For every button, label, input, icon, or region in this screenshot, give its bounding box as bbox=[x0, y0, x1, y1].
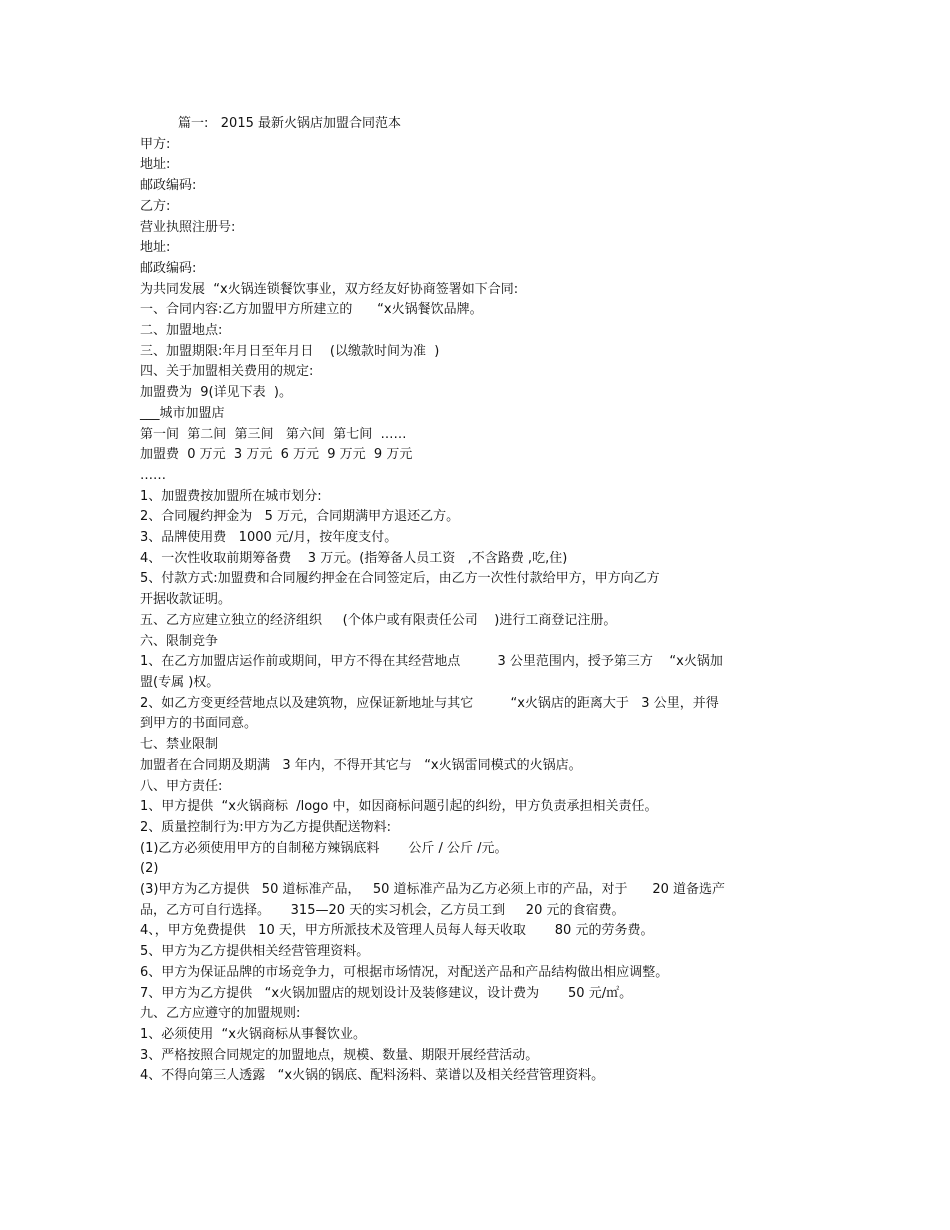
party-b-rule-1: 1、必须使用 “x火锅商标从事餐饮业。 bbox=[140, 1026, 366, 1042]
party-a-duty-2-2: (2) bbox=[140, 861, 159, 877]
party-a-duty-6: 6、甲方为保证品牌的市场竞争力，可根据市场情况，对配送产品和产品结构做出相应调整。 bbox=[140, 964, 669, 980]
non-compete-clause: 加盟者在合同期及期满 3 年内，不得开其它与 “x火锅雷同模式的火锅店。 bbox=[140, 757, 582, 773]
fee-item-1: 1、加盟费按加盟所在城市划分: bbox=[140, 488, 322, 504]
party-a-duty-5: 5、甲方为乙方提供相关经营管理资料。 bbox=[140, 944, 370, 960]
party-b-label: 乙方: bbox=[140, 198, 171, 214]
party-a-duty-7: 7、甲方为乙方提供 “x火锅加盟店的规划设计及装修建议，设计费为 50 元/㎡。 bbox=[140, 985, 633, 1001]
fee-item-4: 4、一次性收取前期筹备费 3 万元。(指筹备人员工资 ,不含路费 ,吃,住) bbox=[140, 550, 568, 566]
party-a-duty-1: 1、甲方提供 “x火锅商标 /logo 中，如因商标问题引起的纠纷，甲方负责承担相关责任。 bbox=[140, 799, 658, 815]
competition-item-1: 1、在乙方加盟店运作前或期间，甲方不得在其经营地点 3 公里范围内，授予第三方 “x火锅加 bbox=[140, 654, 723, 670]
party-a-postcode-label: 邮政编码: bbox=[140, 178, 197, 194]
fee-table-value-row: 加盟费 0 万元 3 万元 6 万元 9 万元 9 万元 bbox=[140, 447, 413, 463]
section-4-fees-heading: 四、关于加盟相关费用的规定: bbox=[140, 364, 314, 380]
fee-item-5: 5、付款方式:加盟费和合同履约押金在合同签定后，由乙方一次性付款给甲方，甲方向乙方 bbox=[140, 571, 660, 587]
party-a-duty-4: 4、，甲方免费提供 10 天，甲方所派技术及管理人员每人每天收取 80 元的劳务费。 bbox=[140, 923, 654, 939]
fee-item-3: 3、品牌使用费 1000 元/月，按年度支付。 bbox=[140, 530, 398, 546]
fee-table-title: ___城市加盟店 bbox=[140, 405, 225, 421]
competition-item-1-continued: 盟(专属 )权。 bbox=[140, 674, 220, 690]
section-2-location: 二、加盟地点: bbox=[140, 323, 223, 339]
section-8-heading: 八、甲方责任: bbox=[140, 778, 223, 794]
party-b-rule-4: 4、不得向第三人透露 “x火锅的锅底、配料汤料、菜谱以及相关经营管理资料。 bbox=[140, 1068, 605, 1084]
party-b-license-label: 营业执照注册号: bbox=[140, 219, 236, 235]
party-a-label: 甲方: bbox=[140, 136, 171, 152]
party-a-duty-2-3: (3)甲方为乙方提供 50 道标准产品， 50 道标准产品为乙方必须上市的产品，对于 20 道备选产 bbox=[140, 882, 726, 898]
fee-item-2: 2、合同履约押金为 5 万元，合同期满甲方退还乙方。 bbox=[140, 509, 460, 525]
fee-item-5-continued: 开据收款证明。 bbox=[140, 592, 232, 608]
section-6-heading: 六、限制竞争 bbox=[140, 633, 219, 649]
party-a-duty-2-1: (1)乙方必须使用甲方的自制秘方辣锅底料 公斤 / 公斤 /元。 bbox=[140, 840, 508, 856]
party-a-duty-2: 2、质量控制行为:甲方为乙方提供配送物料: bbox=[140, 819, 392, 835]
section-3-term: 三、加盟期限:年月日至年月日 (以缴款时间为准 ) bbox=[140, 343, 440, 359]
preamble: 为共同发展 “x火锅连锁餐饮事业，双方经友好协商签署如下合同: bbox=[140, 281, 519, 297]
party-b-postcode-label: 邮政编码: bbox=[140, 260, 197, 276]
fee-table-header-row: 第一间 第二间 第三间 第六间 第七间 …… bbox=[140, 426, 407, 442]
section-9-heading: 九、乙方应遵守的加盟规则: bbox=[140, 1006, 301, 1022]
document-body bbox=[140, 114, 820, 1087]
competition-item-2: 2、如乙方变更经营地点以及建筑物，应保证新地址与其它 “x火锅店的距离大于 3 公里，并得 bbox=[140, 695, 719, 711]
party-a-address-label: 地址: bbox=[140, 157, 171, 173]
party-a-duty-2-3-continued: 品，乙方可自行选择。 315—20 天的实习机会，乙方员工到 20 元的食宿费。 bbox=[140, 902, 625, 918]
competition-item-2-continued: 到甲方的书面同意。 bbox=[140, 716, 258, 732]
party-b-address-label: 地址: bbox=[140, 240, 171, 256]
section-7-heading: 七、禁业限制 bbox=[140, 737, 219, 753]
party-b-rule-3: 3、严格按照合同规定的加盟地点，规模、数量、期限开展经营活动。 bbox=[140, 1047, 539, 1063]
section-1-contract-content: 一、合同内容:乙方加盟甲方所建立的 “x火锅餐饮品牌。 bbox=[140, 302, 483, 318]
document-title: 篇一: 2015 最新火锅店加盟合同范本 bbox=[178, 116, 401, 131]
ellipsis-line: …… bbox=[140, 467, 166, 483]
franchise-fee-line: 加盟费为 9(详见下表 )。 bbox=[140, 385, 292, 401]
section-5-registration: 五、乙方应建立独立的经济组织 (个体户或有限责任公司 )进行工商登记注册。 bbox=[140, 612, 617, 628]
